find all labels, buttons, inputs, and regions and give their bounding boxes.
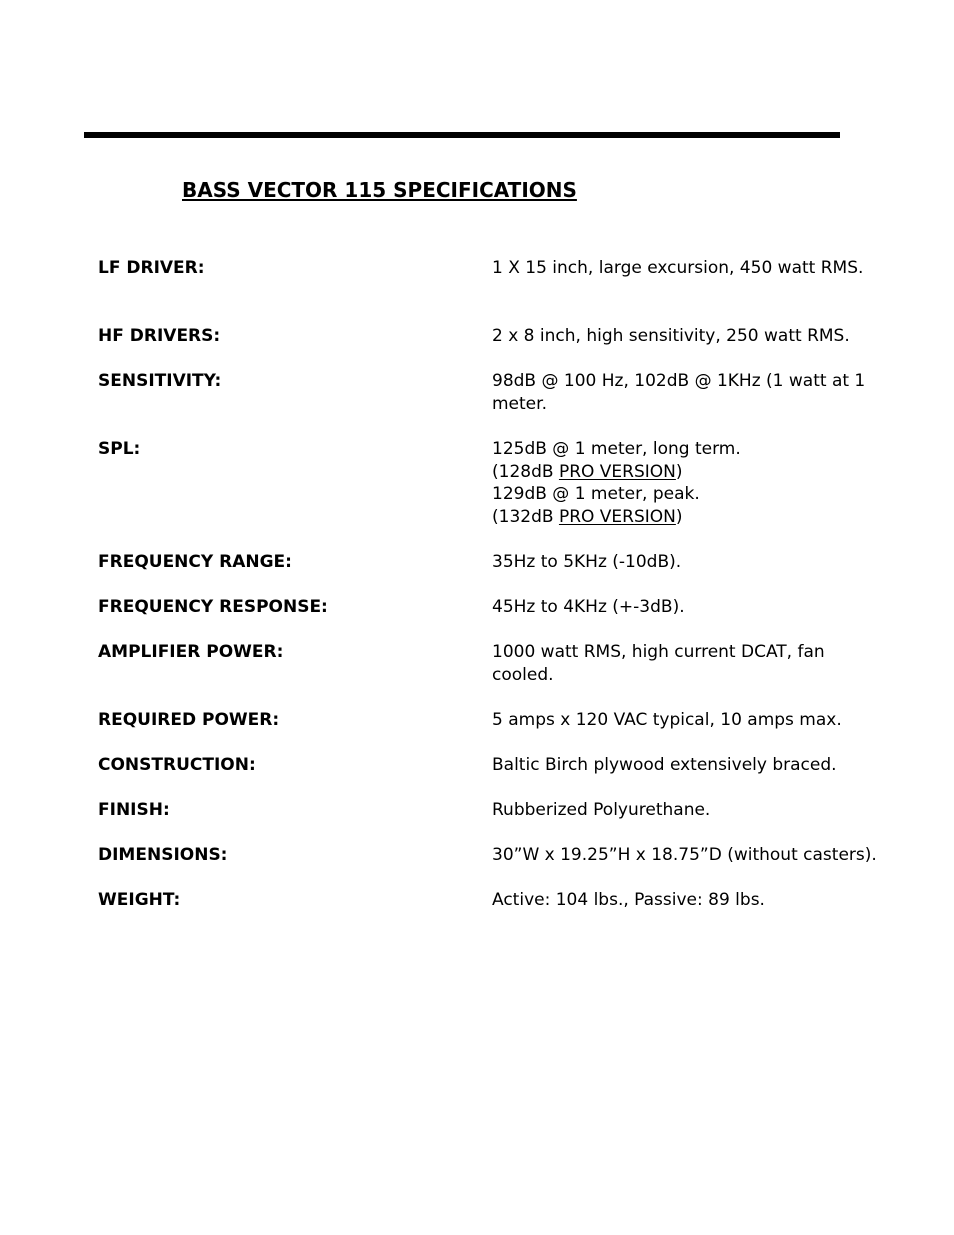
spec-value (492, 370, 867, 415)
pro-version-link[interactable]: PRO VERSION (558, 461, 676, 482)
spec-value-line: Baltic Birch plywood extensively braced. (492, 755, 837, 775)
spec-label: FREQUENCY RANGE: (98, 552, 292, 572)
spec-value (492, 844, 877, 867)
spec-value-line: 2 x 8 inch, high sensitivity, 250 watt RMS. (492, 326, 850, 346)
spec-value (492, 641, 867, 686)
spec-label: CONSTRUCTION: (98, 755, 256, 775)
spec-label: FINISH: (98, 800, 170, 820)
spec-value (492, 438, 867, 528)
spec-value (492, 551, 867, 574)
spec-value (492, 799, 867, 822)
spec-value (492, 325, 867, 348)
spec-value (492, 257, 867, 280)
spl-text: (128dB (492, 461, 559, 482)
spec-value-line: 1 X 15 inch, large excursion, 450 watt RMS. (492, 258, 864, 278)
spec-value-line (492, 461, 867, 484)
spec-value-line: 129dB @ 1 meter, peak. (492, 484, 700, 504)
spec-label: SPL: (98, 439, 141, 459)
spec-value-line: 30”W x 19.25”H x 18.75”D (without casters). (492, 845, 877, 865)
spec-value-line: cooled. (492, 664, 554, 685)
spl-text: ) (675, 461, 683, 482)
spec-label: FREQUENCY RESPONSE: (98, 597, 328, 617)
spec-value-line: 1000 watt RMS, high current DCAT, fan (492, 642, 825, 662)
spec-label: WEIGHT: (98, 890, 181, 910)
spec-value (492, 754, 867, 777)
spec-label: HF DRIVERS: (98, 326, 221, 346)
spec-label: LF DRIVER: (98, 258, 205, 278)
pro-version-link[interactable]: PRO VERSION (558, 506, 676, 527)
spec-value-line: Rubberized Polyurethane. (492, 800, 711, 820)
spec-value (492, 709, 867, 732)
top-divider (84, 132, 840, 138)
spec-value-line: Active: 104 lbs., Passive: 89 lbs. (492, 890, 765, 910)
spec-label: SENSITIVITY: (98, 371, 222, 391)
spec-value (492, 596, 867, 619)
spec-label: DIMENSIONS: (98, 845, 228, 865)
spec-value-line: 5 amps x 120 VAC typical, 10 amps max. (492, 710, 842, 730)
spec-value-line: 125dB @ 1 meter, long term. (492, 439, 741, 459)
spec-value-line: 45Hz to 4KHz (+-3dB). (492, 597, 685, 617)
spec-value-line (492, 506, 867, 529)
spec-value-line: 98dB @ 100 Hz, 102dB @ 1KHz (1 watt at 1 (492, 371, 866, 391)
spl-text: ) (675, 506, 683, 527)
spl-text: (132dB (492, 506, 559, 527)
spec-label: AMPLIFIER POWER: (98, 642, 284, 662)
spec-value-line: meter. (492, 393, 547, 414)
spec-value-line: 35Hz to 5KHz (-10dB). (492, 552, 682, 572)
page-title: BASS VECTOR 115 SPECIFICATIONS (182, 178, 577, 202)
spec-value (492, 889, 867, 912)
spec-label: REQUIRED POWER: (98, 710, 280, 730)
